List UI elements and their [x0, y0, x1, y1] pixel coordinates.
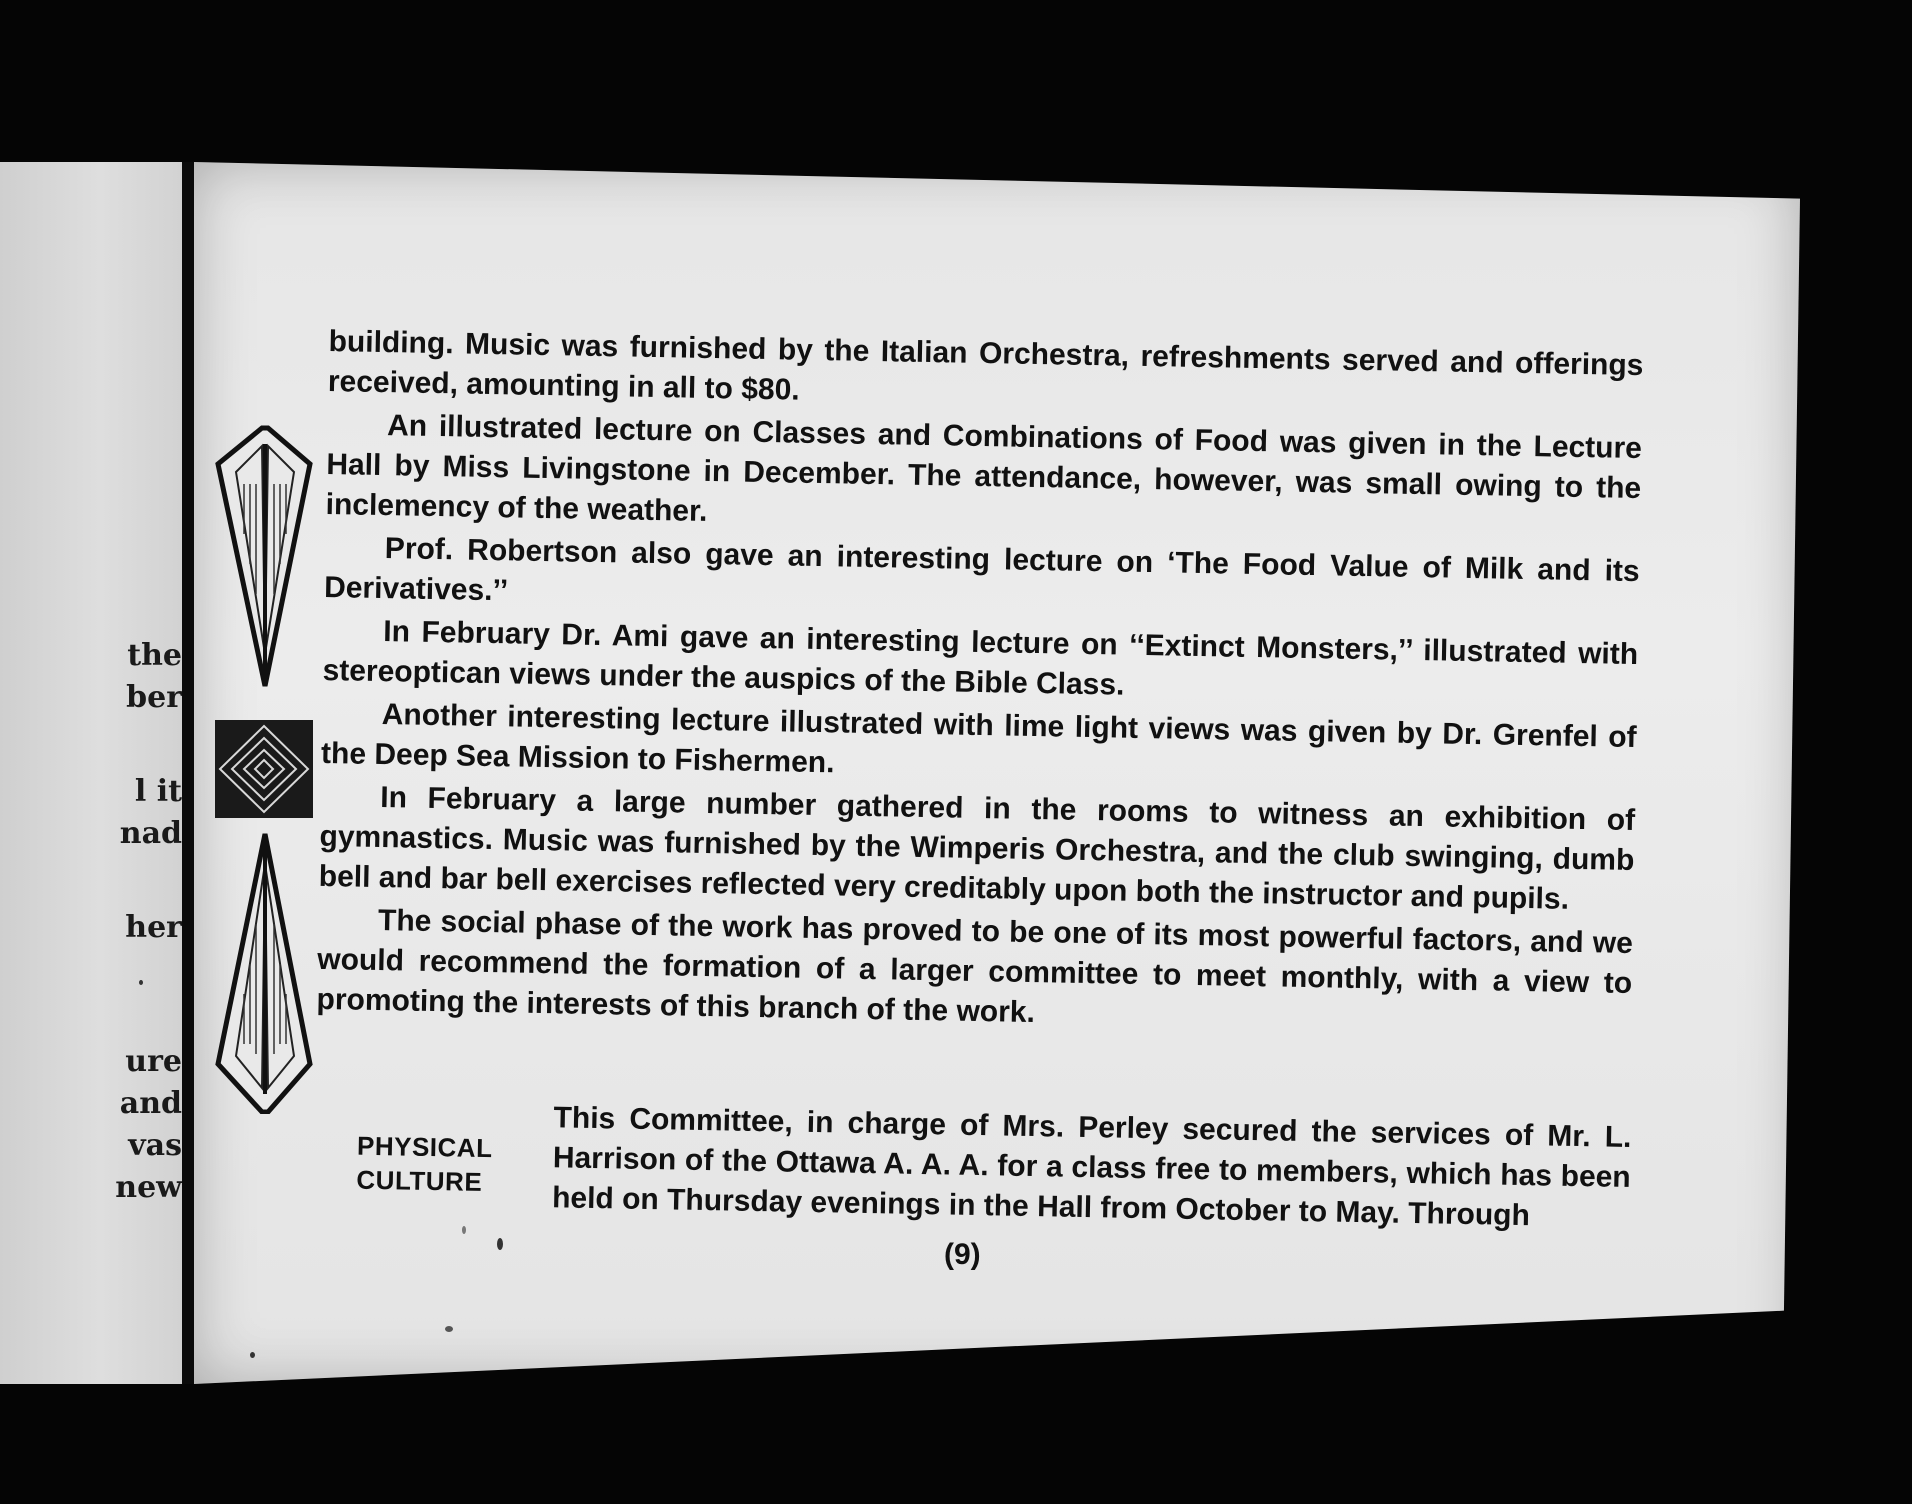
scan-speck: [445, 1326, 453, 1332]
left-page-fragment: ure: [125, 1044, 182, 1079]
scan-speck: [497, 1238, 503, 1250]
left-page-fragment: the: [127, 638, 182, 673]
left-page-fragment: ber: [126, 680, 182, 715]
physical-culture-section: [320, 1094, 1632, 1238]
heading-line: CULTURE: [356, 1164, 483, 1197]
section-text: This Committee, in charge of Mrs. Perley secured the services of Mr. L. Harrison of the Ottawa A. A. A. for a class free to members, which has been held on Thursday evenings in the Hall from October to May. Through: [551, 1101, 1632, 1233]
paragraph: Another interesting lecture illustrated with lime light views was given by Dr. Grenfel of the Deep Sea Mission to Fishermen.: [320, 698, 1637, 780]
paragraph: building. Music was furnished by the Italian Orchestra, refreshments served and offerings received, amounting in all to $80.: [327, 324, 1644, 407]
left-page-fragment: vas: [128, 1128, 182, 1163]
heading-line: PHYSICAL: [356, 1130, 493, 1164]
book-gutter: [182, 162, 194, 1384]
body-text: [316, 322, 1644, 1047]
paragraph: The social phase of the work has proved to be one of its most powerful factors, and we would recommend the formation of a larger committee to meet monthly, with a view to promoting the interests of this branch of the work.: [316, 904, 1634, 1030]
section-heading: [356, 1129, 507, 1200]
scan-speck: [139, 980, 143, 985]
paragraph: Prof. Robertson also gave an interesting lecture on ‘The Food Value of Milk and its Derivatives.’’: [323, 532, 1640, 608]
left-page-fragment: l it: [134, 774, 182, 809]
page-number: (9): [944, 1238, 981, 1271]
scan-speck: [250, 1352, 255, 1358]
paragraph: In February a large number gathered in the rooms to witness an exhibition of gymnastics. Music was furnished by the Wimperis Orchestra, and the club swinging, dumb bell and bar bell exercises reflected very creditably upon both the instructor and pupils.: [318, 781, 1636, 916]
paragraph: An illustrated lecture on Classes and Combinations of Food was given in the Lecture Hall by Miss Livingstone in December. The attendance, however, was small owing to the inclemency of the weather.: [325, 409, 1643, 528]
previous-page-edge: [0, 162, 182, 1384]
decorative-ornament-icon: [210, 424, 320, 1114]
left-page-fragment: new: [115, 1170, 182, 1205]
left-page-fragment: her: [125, 910, 182, 945]
paragraph: In February Dr. Ami gave an interesting lecture on ‘‘Extinct Monsters,’’ illustrated with stereoptican views under the auspics of the Bible Class.: [322, 615, 1639, 702]
left-page-fragment: and: [119, 1086, 182, 1121]
left-page-fragment: nad: [119, 816, 182, 851]
scan-speck: [462, 1226, 466, 1234]
